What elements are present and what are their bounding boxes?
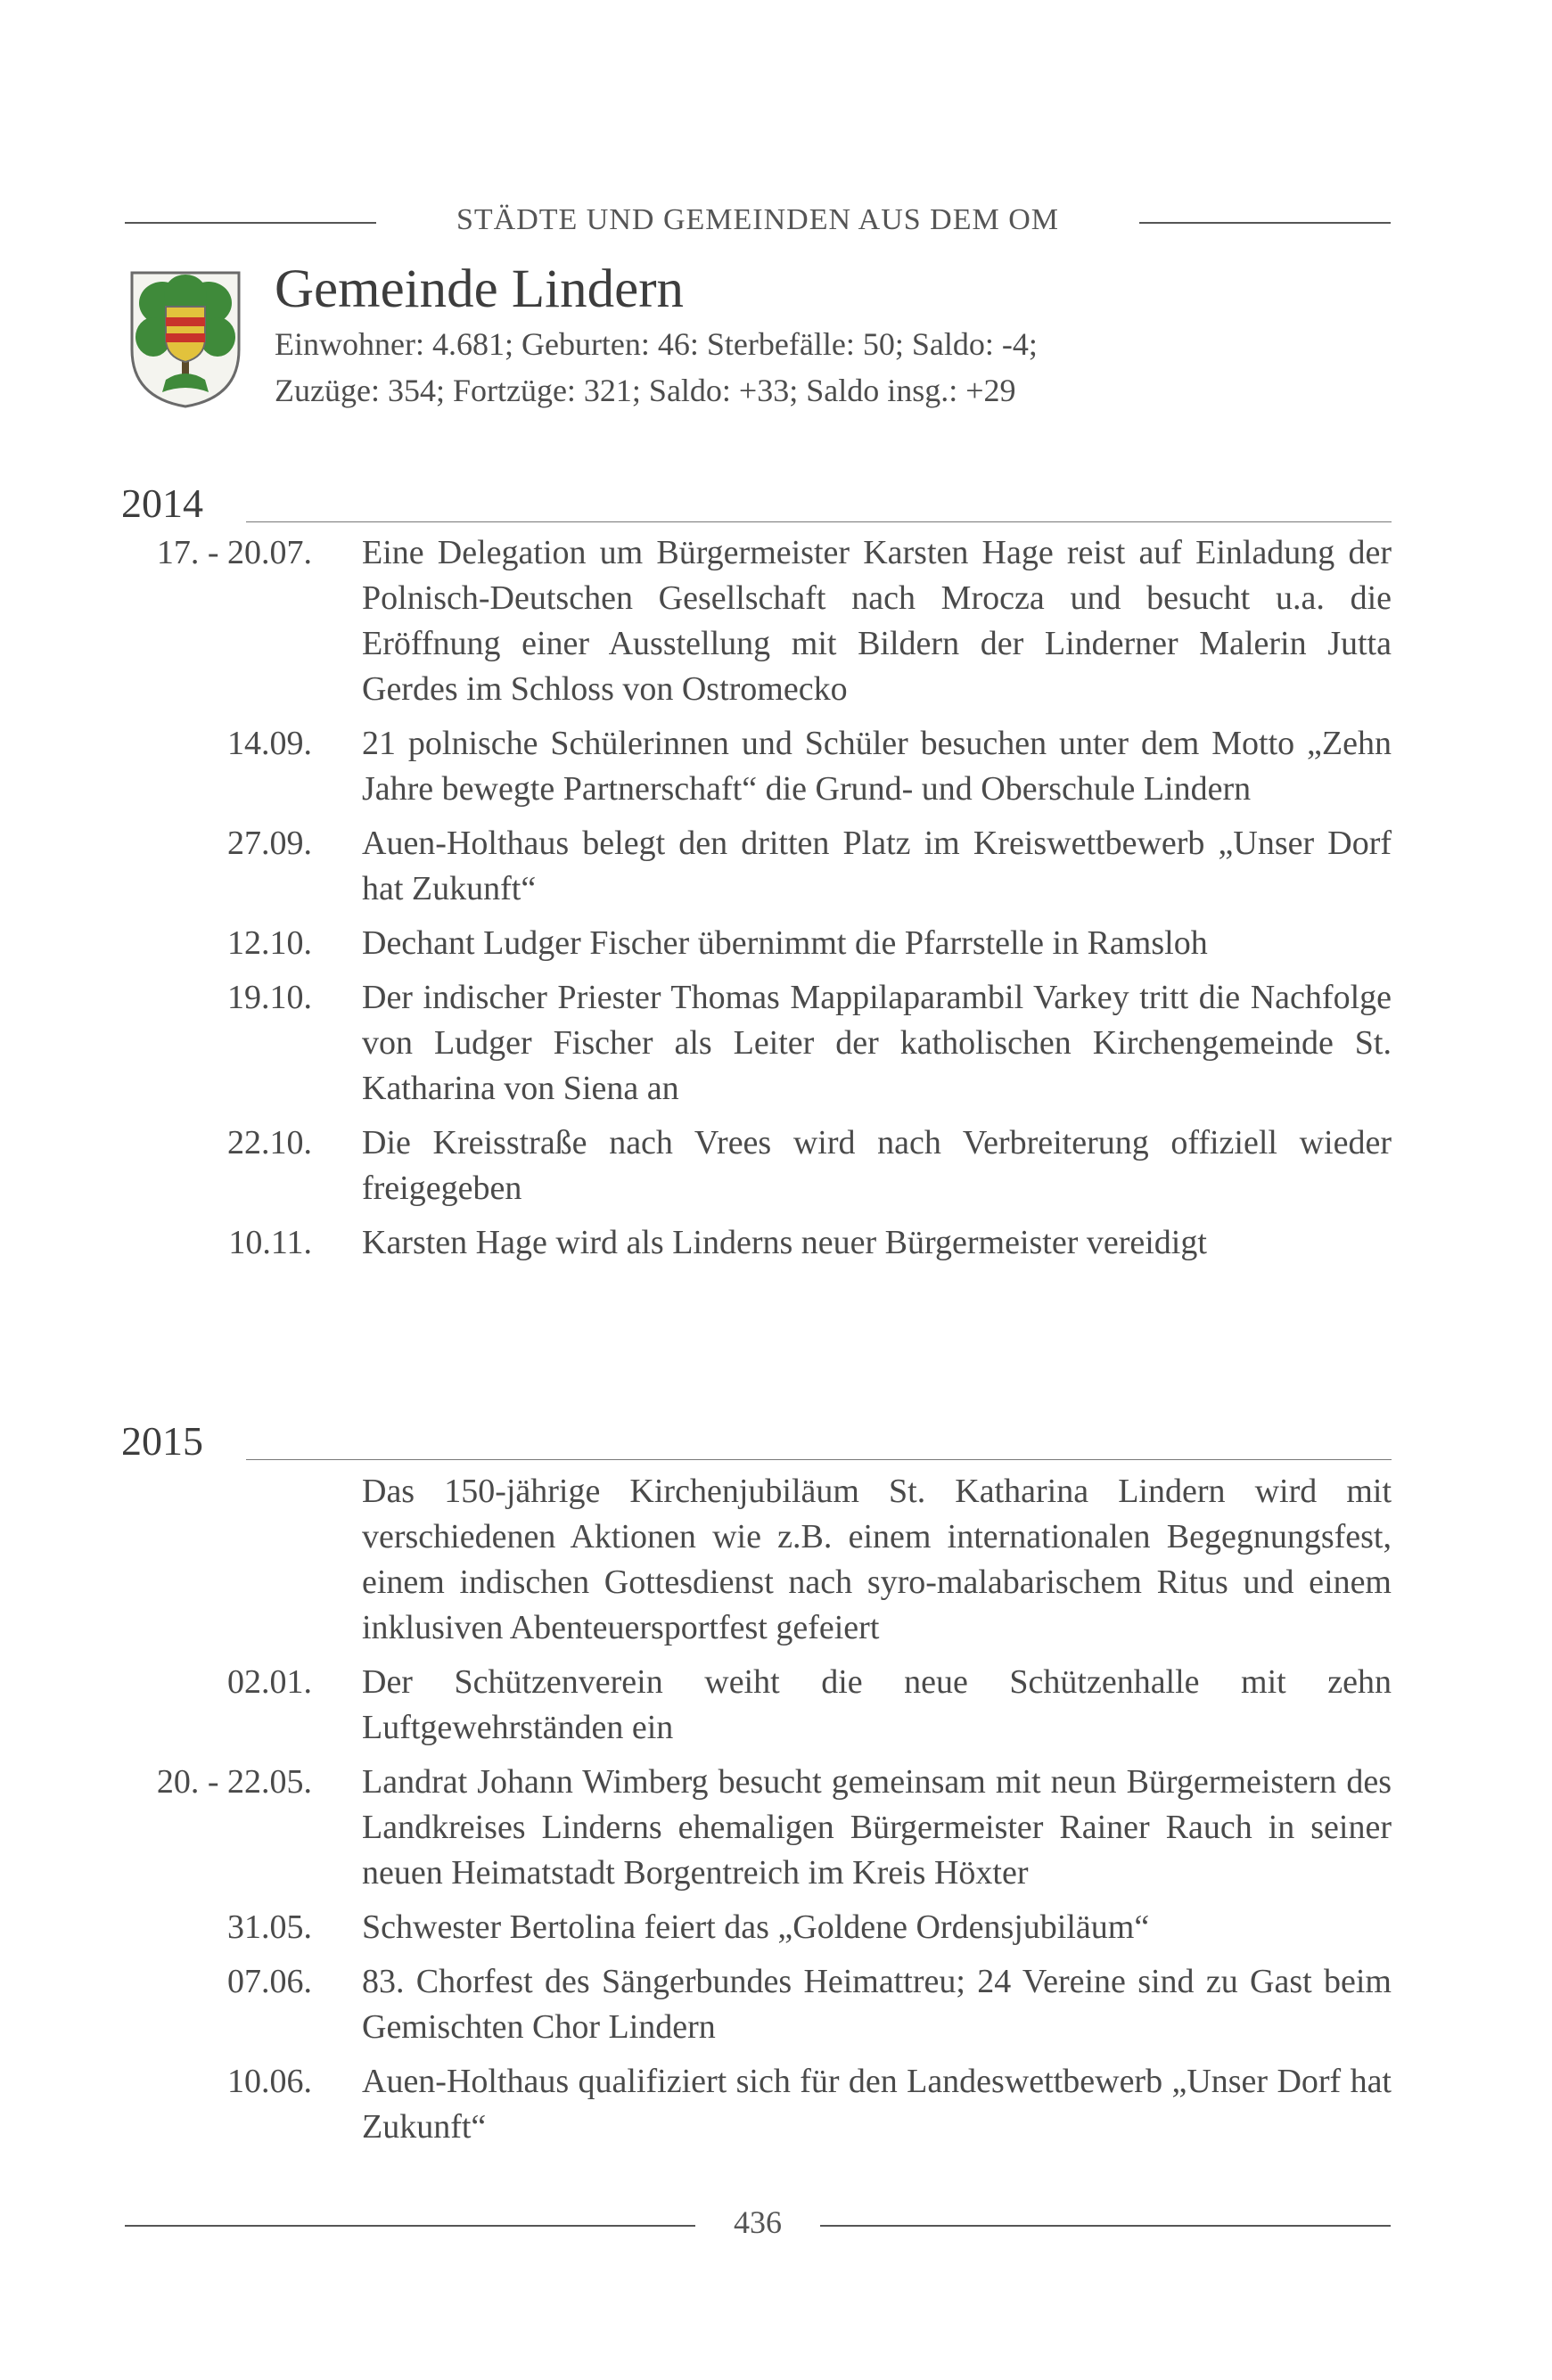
entries-2015 — [0, 1469, 1552, 2159]
entry-text: 21 polnische Schülerinnen und Schüler besuchen unter dem Motto „Zehn Jahre bewegte Partnerschaft“ die Grund- und Oberschule Lindern — [362, 725, 1392, 808]
entry-text: Der Schützenverein weiht die neue Schützenhalle mit zehn Luftgewehrständen ein — [362, 1663, 1392, 1746]
entry-text: Auen-Holthaus qualifiziert sich für den Landeswettbewerb „Unser Dorf hat Zukunft“ — [362, 2063, 1392, 2146]
entry-date: 31.05. — [227, 1908, 312, 1946]
year-rule — [246, 1459, 1392, 1460]
entry-date: 07.06. — [227, 1963, 312, 2000]
coat-of-arms-icon — [127, 267, 244, 410]
year-heading-2015 — [121, 1410, 1392, 1464]
year-label: 2015 — [121, 1418, 203, 1464]
chronicle-entry — [0, 1959, 1552, 2050]
entry-text: Eine Delegation um Bürgermeister Karsten Hage reist auf Einladung der Polnisch-Deutschen Gesellschaft nach Mrocza und besucht u.a. die Eröffnung einer Ausstellung mit Bildern der Linderner Malerin Jutta Gerdes im Schloss von Ostromecko — [362, 534, 1392, 708]
page-number: 436 — [734, 2204, 782, 2240]
entry-date: 27.09. — [227, 825, 312, 862]
chronicle-entry — [0, 821, 1552, 912]
page-footer — [125, 2204, 1391, 2245]
entry-date: 12.10. — [227, 924, 312, 962]
entries-2014 — [0, 530, 1552, 1275]
entry-text: 83. Chorfest des Sängerbundes Heimattreu; 24 Vereine sind zu Gast beim Gemischten Chor Lindern — [362, 1963, 1392, 2046]
entry-date: 19.10. — [227, 979, 312, 1016]
entry-text: Die Kreisstraße nach Vrees wird nach Verbreiterung offiziell wieder freigegeben — [362, 1124, 1392, 1207]
chronicle-entry — [0, 1760, 1552, 1896]
entry-text: Das 150-jährige Kirchenjubiläum St. Katharina Lindern wird mit verschiedenen Aktionen wie z.B. einem internationalen Begegnungsfest, einem indischen Gottesdienst nach syro-malabarischem Ritus und einem inklusiven Abenteuersportfest gefeiert — [362, 1473, 1392, 1646]
running-head-rule-right — [1139, 222, 1391, 224]
municipality-header — [275, 259, 1038, 414]
chronicle-entry — [0, 1905, 1552, 1950]
chronicle-entry — [0, 1469, 1552, 1651]
entry-text: Der indischer Priester Thomas Mappilaparambil Varkey tritt die Nachfolge von Ludger Fischer als Leiter der katholischen Kirchengemeinde St. Katharina von Siena an — [362, 979, 1392, 1107]
chronicle-entry — [0, 921, 1552, 966]
chronicle-entry — [0, 1660, 1552, 1751]
entry-text: Auen-Holthaus belegt den dritten Platz im Kreiswettbewerb „Unser Dorf hat Zukunft“ — [362, 825, 1392, 907]
chronicle-entry — [0, 1120, 1552, 1211]
footer-rule-left — [125, 2225, 695, 2227]
entry-date: 22.10. — [227, 1124, 312, 1161]
entry-date: 20. - 22.05. — [156, 1763, 312, 1801]
entry-date: 02.01. — [227, 1663, 312, 1701]
running-head — [125, 203, 1391, 239]
entry-date: 10.11. — [228, 1224, 312, 1261]
entry-date: 14.09. — [227, 725, 312, 762]
year-label: 2014 — [121, 480, 203, 526]
municipality-stats-line-2: Zuzüge: 354; Fortzüge: 321; Saldo: +33; Saldo insg.: +29 — [275, 373, 1016, 408]
entry-text: Landrat Johann Wimberg besucht gemeinsam mit neun Bürgermeistern des Landkreises Linderns ehemaligen Bürgermeister Rainer Rauch in seiner neuen Heimatstadt Borgentreich im Kreis Höxter — [362, 1763, 1392, 1892]
entry-text: Schwester Bertolina feiert das „Goldene Ordensjubiläum“ — [362, 1908, 1150, 1946]
year-rule — [246, 521, 1392, 522]
entry-date: 17. - 20.07. — [156, 534, 312, 571]
footer-rule-right — [820, 2225, 1391, 2227]
running-head-title: STÄDTE UND GEMEINDEN AUS DEM OM — [456, 203, 1060, 236]
municipality-stats-line-1: Einwohner: 4.681; Geburten: 46: Sterbefälle: 50; Saldo: -4; — [275, 326, 1038, 362]
entry-date: 10.06. — [227, 2063, 312, 2100]
chronicle-entry — [0, 1220, 1552, 1266]
chronicle-entry — [0, 530, 1552, 712]
year-heading-2014 — [121, 472, 1392, 526]
chronicle-entry — [0, 721, 1552, 812]
entry-text: Karsten Hage wird als Linderns neuer Bürgermeister vereidigt — [362, 1224, 1207, 1261]
entry-text: Dechant Ludger Fischer übernimmt die Pfarrstelle in Ramsloh — [362, 924, 1208, 962]
chronicle-entry — [0, 975, 1552, 1112]
running-head-rule-left — [125, 222, 376, 224]
municipality-name: Gemeinde Lindern — [275, 259, 685, 319]
chronicle-entry — [0, 2059, 1552, 2150]
